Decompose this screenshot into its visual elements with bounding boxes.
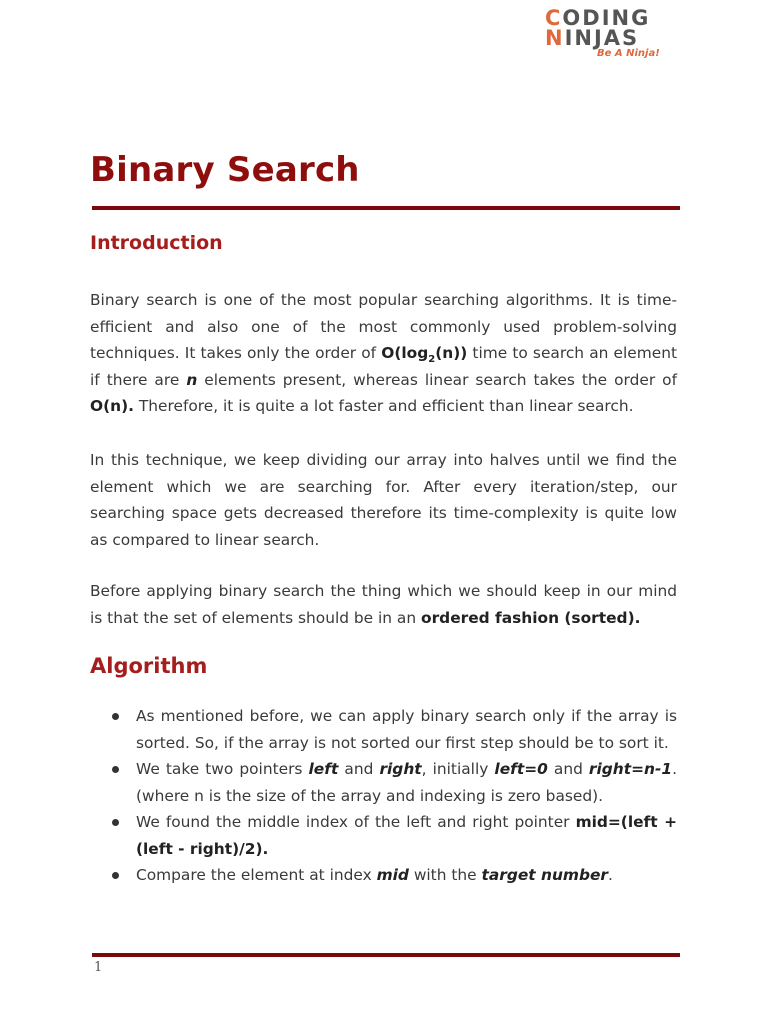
intro-paragraph-2: In this technique, we keep dividing our array into halves until we find the element which we are searching for. After every iteration/step, our searching space gets decreased therefore its time-complexity is quite low as compared to linear search.	[90, 451, 677, 549]
bullet-icon	[112, 766, 119, 773]
bullet-icon	[112, 872, 119, 879]
introduction-heading: Introduction	[90, 232, 223, 254]
intro-paragraph-1: Binary search is one of the most popular searching algorithms. It is time-efficient and also one of the most commonly used problem-solving techniques. It takes only the order of $O(\log_2(n))$ time to search an element if there are n elements present, whereas linear search takes the order of O(n). Therefore, it is quite a lot faster and efficient than linear search.	[90, 291, 677, 415]
algorithm-heading: Algorithm	[90, 654, 208, 678]
page-title: Binary Search	[90, 150, 360, 190]
title-divider	[92, 206, 680, 210]
bullet-icon	[112, 713, 119, 720]
page-number: 1	[94, 960, 103, 975]
footer-divider	[92, 953, 680, 957]
list-item: As mentioned before, we can apply binary search only if the array is sorted. So, if the array is not sorted our first step should be to sort it.	[112, 703, 677, 756]
list-item: We found the middle index of the left and right pointer mid=(left + (left - right)/2).	[112, 809, 677, 862]
list-item: Compare the element at index mid with the target number.	[112, 862, 677, 889]
coding-ninjas-logo	[545, 8, 665, 64]
bullet-icon	[112, 819, 119, 826]
list-item: We take two pointers left and right, initially left=0 and right=n-1.(where n is the size of the array and indexing is zero based).	[112, 756, 677, 809]
logo-tagline: Be A Ninja!	[597, 48, 660, 59]
logo-line-2: NINJAS	[545, 26, 640, 50]
intro-paragraph-3: Before applying binary search the thing which we should keep in our mind is that the set of elements should be in an ordered fashion (sorted).	[90, 582, 677, 627]
algorithm-steps-list	[112, 703, 677, 889]
logo-line-1: CODING	[545, 6, 651, 30]
